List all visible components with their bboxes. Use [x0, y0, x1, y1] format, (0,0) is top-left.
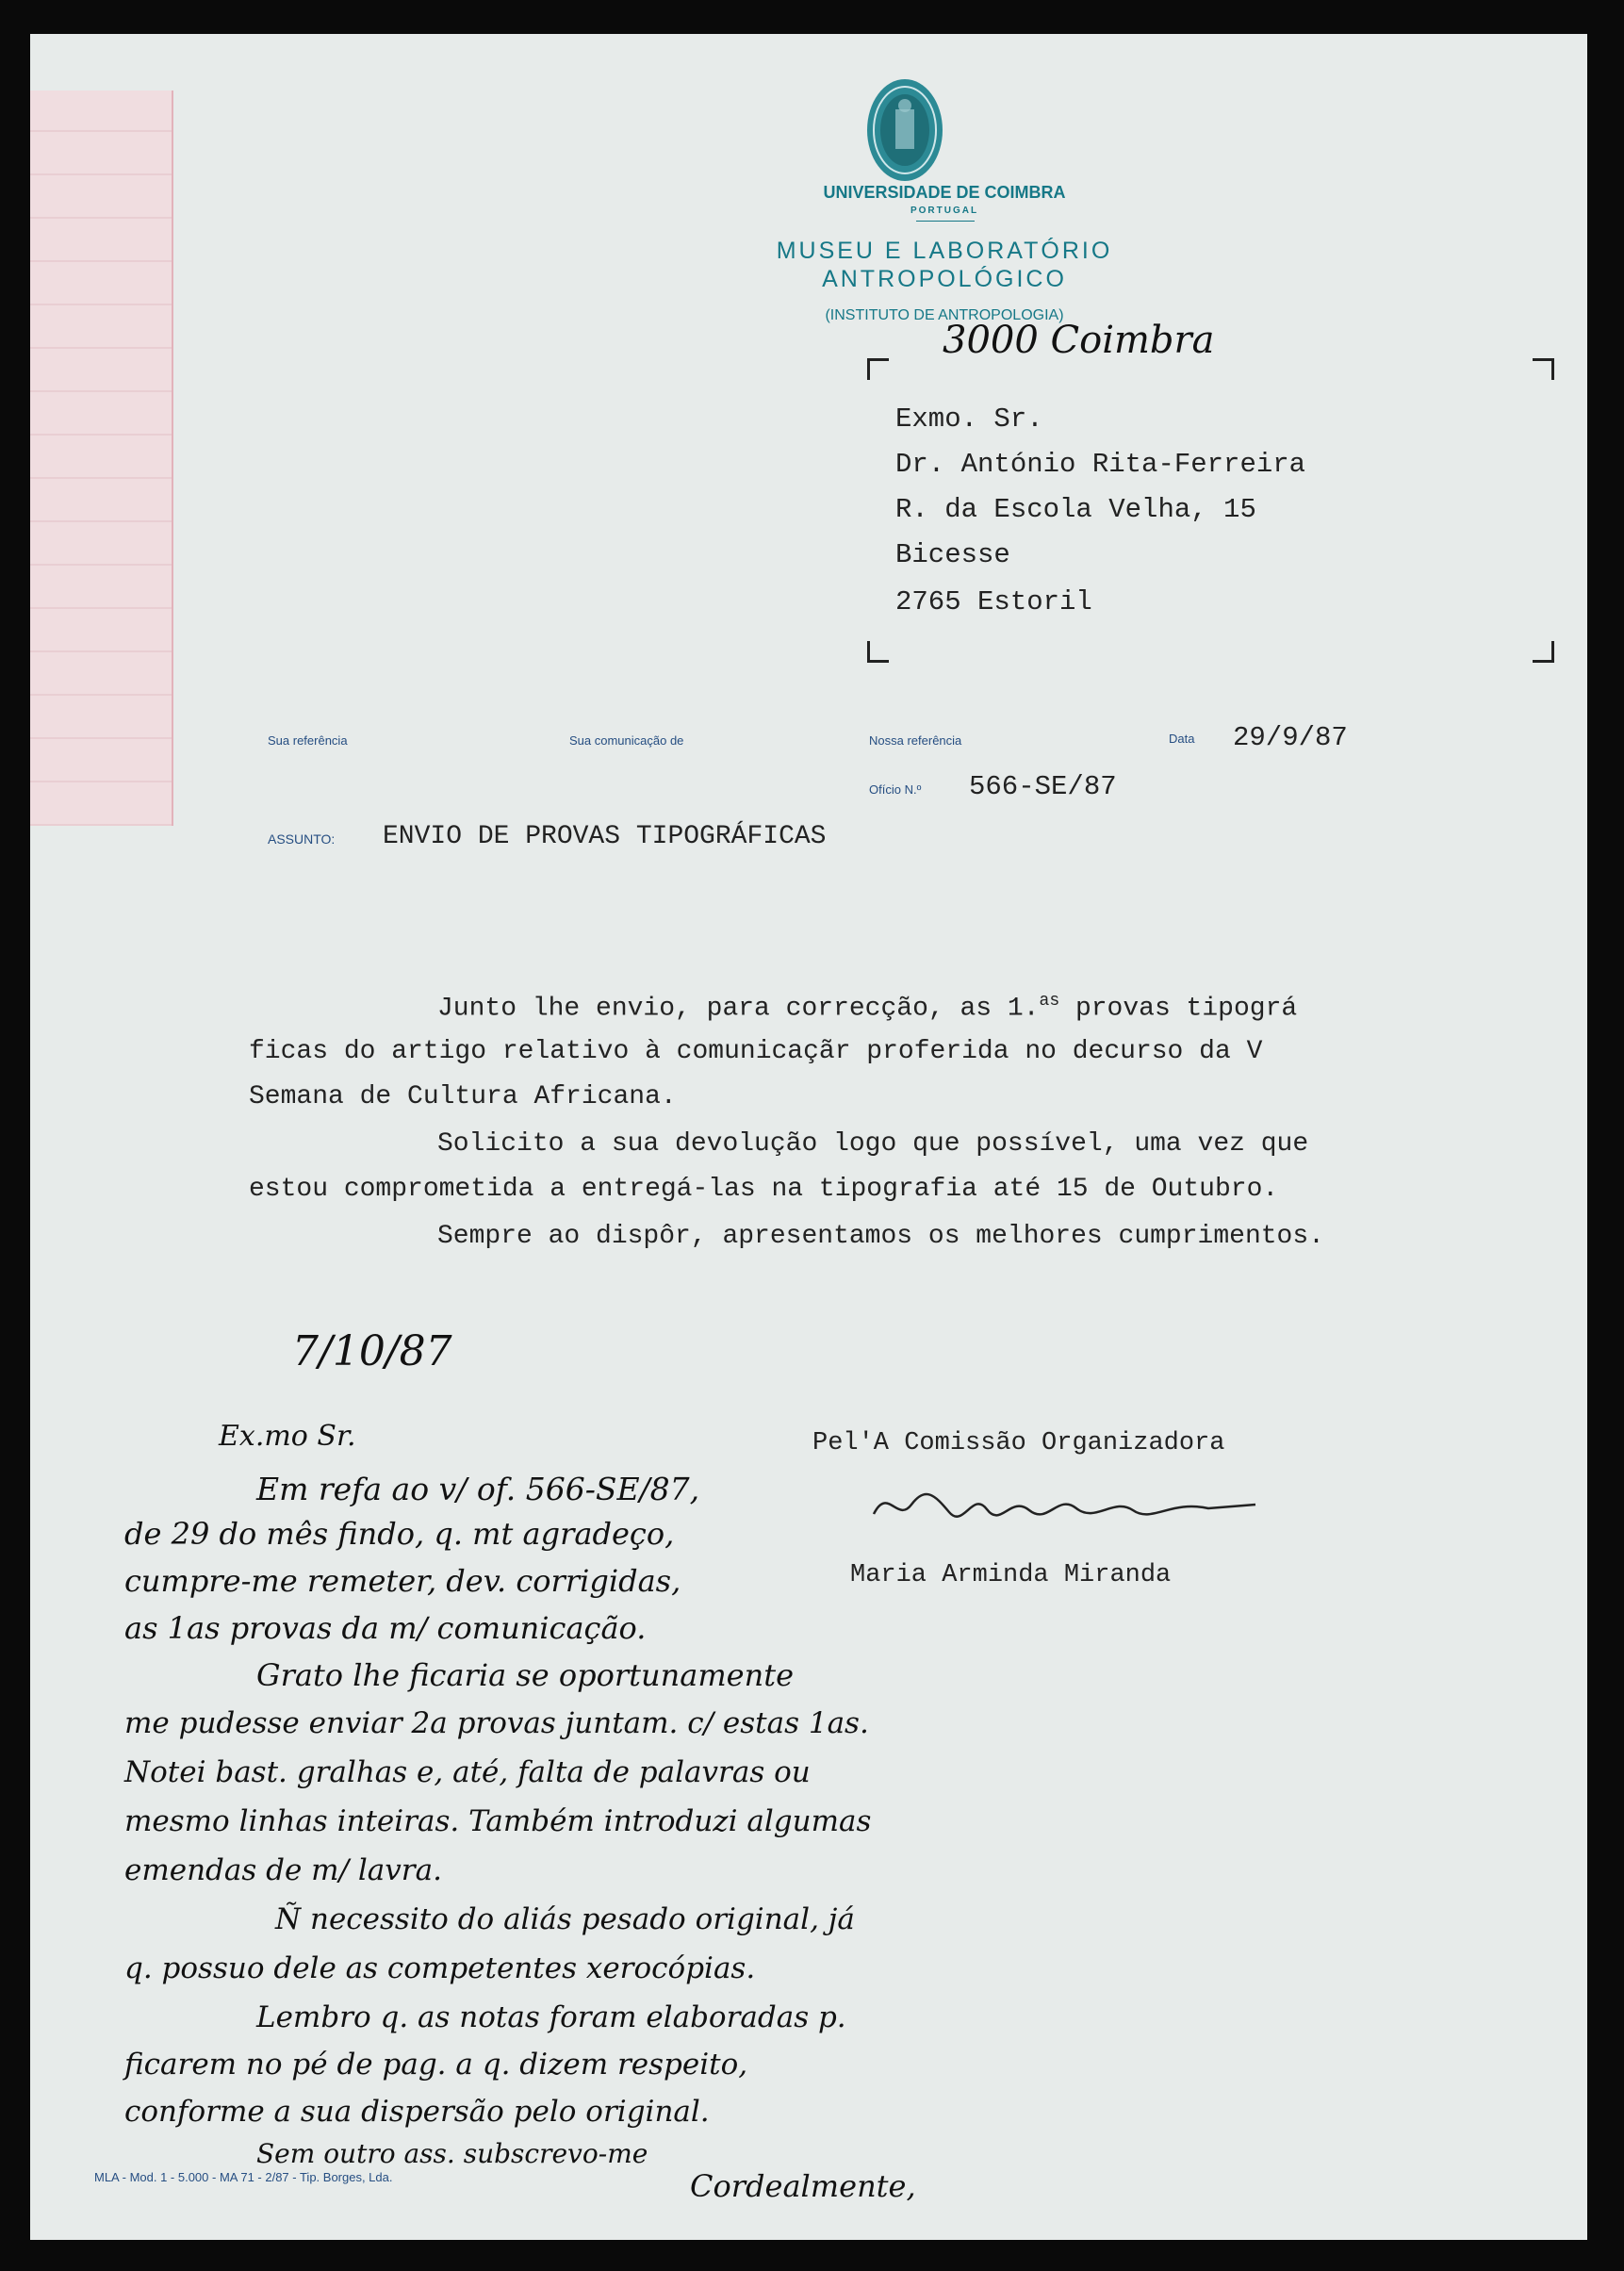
university-name: UNIVERSIDADE DE COIMBRA: [823, 183, 1066, 202]
address-corner-top-left: [867, 358, 889, 380]
address-corner-top-right: [1533, 358, 1554, 380]
handwritten-line: Sem outro ass. subscrevo-me: [256, 2138, 648, 2169]
handwritten-line: as 1as provas da m/ comunicação.: [124, 1610, 647, 1646]
label-oficio: Ofício N.º: [869, 782, 922, 797]
signature-organization: Pel'A Comissão Organizadora: [812, 1429, 1225, 1457]
label-nossa-referencia: Nossa referência: [869, 733, 962, 748]
signature-name: Maria Arminda Miranda: [850, 1561, 1172, 1589]
handwritten-line: me pudesse enviar 2a provas juntam. c/ estas 1as.: [124, 1706, 869, 1740]
handwritten-line: Ex.mo Sr.: [219, 1420, 356, 1453]
handwritten-line: cumpre-me remeter, dev. corrigidas,: [124, 1563, 681, 1599]
address-name: Dr. António Rita-Ferreira: [895, 449, 1306, 480]
body-line-5: estou comprometida a entregá-las na tipografia até 15 de Outubro.: [249, 1175, 1279, 1204]
institute-name: (INSTITUTO DE ANTROPOLOGIA): [825, 307, 1064, 323]
address-street: R. da Escola Velha, 15: [895, 494, 1256, 525]
body-line-1: Junto lhe envio, para correcção, as 1.$^{as}$ provas tipográ: [437, 992, 1298, 1024]
body-line-3: Semana de Cultura Africana.: [249, 1082, 677, 1111]
label-sua-referencia: Sua referência: [268, 733, 348, 748]
address-postal: 2765 Estoril: [895, 586, 1092, 617]
handwritten-line: Ñ necessito do aliás pesado original, já: [275, 1902, 855, 1936]
address-corner-bottom-right: [1533, 641, 1554, 663]
letter-sheet: [30, 34, 1587, 2240]
museum-name-line2: ANTROPOLÓGICO: [822, 266, 1067, 292]
university-seal-icon: [865, 77, 944, 183]
handwritten-line: emendas de m/ lavra.: [124, 1853, 442, 1887]
handwritten-line: ficarem no pé de pag. a q. dizem respeito,: [124, 2048, 748, 2082]
label-data: Data: [1169, 732, 1195, 746]
handwritten-line: de 29 do mês findo, q. mt agradeço,: [124, 1516, 675, 1552]
address-locality: Bicesse: [895, 539, 1010, 570]
university-country: PORTUGAL: [910, 206, 979, 216]
handwritten-line: q. possuo dele as competentes xerocópias.: [124, 1951, 756, 1985]
letterhead-rule: [916, 221, 975, 222]
handwritten-line: Grato lhe ficaria se oportunamente: [256, 1657, 794, 1693]
handwritten-signature: [869, 1476, 1265, 1533]
attached-receipt-stub: [30, 91, 173, 826]
address-salutation: Exmo. Sr.: [895, 403, 1043, 435]
oficio-number: 566-SE/87: [969, 771, 1117, 802]
printer-footer: MLA - Mod. 1 - 5.000 - MA 71 - 2/87 - Tip. Borges, Lda.: [94, 2170, 393, 2184]
label-assunto: ASSUNTO:: [268, 831, 336, 847]
handwritten-closing: Cordealmente,: [690, 2168, 916, 2204]
body-line-4: Solicito a sua devolução logo que possível, uma vez que: [437, 1129, 1309, 1159]
handwritten-date: 7/10/87: [292, 1327, 452, 1375]
museum-name-line1: MUSEU E LABORATÓRIO: [776, 238, 1113, 264]
label-sua-comunicacao: Sua comunicação de: [569, 733, 684, 748]
handwritten-line: Em refa ao v/ of. 566-SE/87,: [256, 1471, 700, 1507]
body-line-6: Sempre ao dispôr, apresentamos os melhores cumprimentos.: [437, 1222, 1324, 1251]
letter-date: 29/9/87: [1233, 722, 1348, 753]
address-corner-bottom-left: [867, 641, 889, 663]
handwritten-line: Notei bast. gralhas e, até, falta de palavras ou: [124, 1755, 811, 1789]
assunto-text: ENVIO DE PROVAS TIPOGRÁFICAS: [383, 822, 827, 851]
handwritten-city: 3000 Coimbra: [943, 319, 1215, 362]
handwritten-line: conforme a sua dispersão pelo original.: [124, 2095, 710, 2129]
body-line-2: ficas do artigo relativo à comunicaçãr proferida no decurso da V: [249, 1037, 1263, 1066]
handwritten-line: Lembro q. as notas foram elaboradas p.: [256, 2000, 846, 2034]
handwritten-line: mesmo linhas inteiras. Também introduzi algumas: [124, 1804, 872, 1838]
